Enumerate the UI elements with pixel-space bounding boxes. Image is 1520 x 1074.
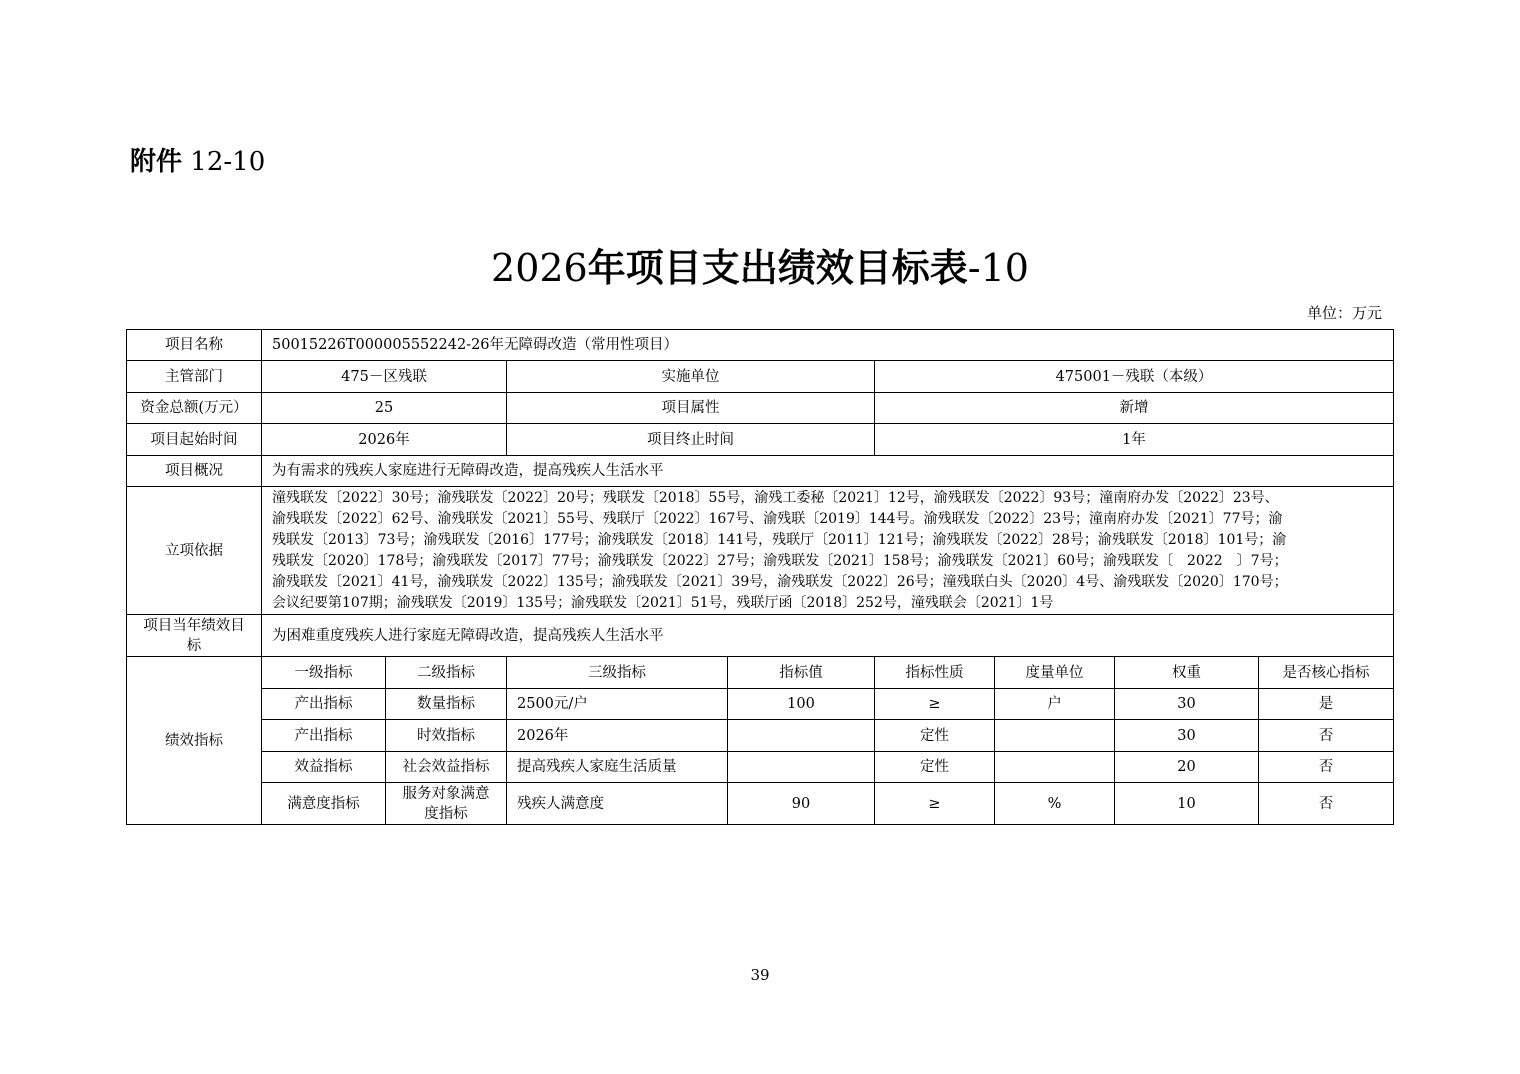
header-level1: 一级指标 [262, 657, 386, 689]
level1-cell: 产出指标 [262, 720, 386, 752]
basis-line: 会议纪要第107期；渝残联发〔2019〕135号；渝残联发〔2021〕51号，残联厅函〔2018〕252号，潼残联会〔2021〕1号 [272, 594, 1054, 611]
overview-value: 为有需求的残疾人家庭进行无障碍改造，提高残疾人生活水平 [262, 456, 1394, 487]
basis-line: 残联发〔2020〕178号；渝残联发〔2017〕77号；渝残联发〔2022〕27号；渝残联发〔2021〕158号；渝残联发〔2021〕60号；渝残联发〔 2022 〕7号； [272, 552, 1288, 569]
core-cell: 否 [1259, 720, 1394, 752]
nature-cell: ≥ [875, 783, 995, 825]
core-cell: 是 [1259, 689, 1394, 720]
fund-label: 资金总额(万元） [127, 393, 262, 424]
perf-header-row [127, 657, 1394, 689]
attr-value: 新增 [875, 393, 1394, 424]
level2-cell: 社会效益指标 [386, 752, 507, 783]
core-cell: 否 [1259, 783, 1394, 825]
fund-value: 25 [262, 393, 507, 424]
value-cell [728, 752, 875, 783]
level3-cell: 提高残疾人家庭生活质量 [507, 752, 728, 783]
goal-value: 为困难重度残疾人进行家庭无障碍改造，提高残疾人生活水平 [262, 615, 1394, 657]
table-row [127, 752, 1394, 783]
basis-line: 渝残联发〔2022〕62号、渝残联发〔2021〕55号、残联厅〔2022〕167号、渝残联〔2019〕144号。渝残联发〔2022〕23号；潼南府办发〔2021〕77号；渝 [272, 510, 1283, 527]
nature-cell: ≥ [875, 689, 995, 720]
level2-cell: 服务对象满意度指标 [386, 783, 507, 825]
header-value: 指标值 [728, 657, 875, 689]
level1-cell: 满意度指标 [262, 783, 386, 825]
value-cell [728, 720, 875, 752]
level1-cell: 产出指标 [262, 689, 386, 720]
header-nature: 指标性质 [875, 657, 995, 689]
header-core: 是否核心指标 [1259, 657, 1394, 689]
value-cell: 90 [728, 783, 875, 825]
basis-line: 残联发〔2013〕73号；渝残联发〔2016〕177号；渝残联发〔2018〕141号，残联厅〔2011〕121号；渝残联发〔2022〕28号；渝残联发〔2018〕101号；渝 [272, 531, 1287, 548]
end-value: 1年 [875, 424, 1394, 456]
perf-label: 绩效指标 [127, 657, 262, 825]
table-row [127, 689, 1394, 720]
start-value: 2026年 [262, 424, 507, 456]
level3-cell: 2500元/户 [507, 689, 728, 720]
attr-label: 项目属性 [507, 393, 875, 424]
nature-cell: 定性 [875, 752, 995, 783]
row-fund [127, 393, 1394, 424]
end-label: 项目终止时间 [507, 424, 875, 456]
basis-line: 渝残联发〔2021〕41号，渝残联发〔2022〕135号；渝残联发〔2021〕39号，渝残联发〔2022〕26号；潼残联白头〔2020〕4号、渝残联发〔2020〕170号； [272, 573, 1288, 590]
project-name-label: 项目名称 [127, 330, 262, 361]
row-dept [127, 361, 1394, 393]
header-level2: 二级指标 [386, 657, 507, 689]
weight-cell: 30 [1115, 689, 1259, 720]
level1-cell: 效益指标 [262, 752, 386, 783]
row-goal [127, 615, 1394, 657]
attachment-label: 附件 12-10 [130, 147, 266, 177]
table-row [127, 720, 1394, 752]
performance-table [126, 329, 1394, 825]
unit-cell: 户 [995, 689, 1115, 720]
row-basis [127, 487, 1394, 615]
start-label: 项目起始时间 [127, 424, 262, 456]
basis-line: 潼残联发〔2022〕30号；渝残联发〔2022〕20号；残联发〔2018〕55号，渝残工委秘〔2021〕12号，渝残联发〔2022〕93号；潼南府办发〔2022〕23号、 [272, 489, 1279, 506]
unit-note: 单位：万元 [1306, 304, 1382, 322]
nature-cell: 定性 [875, 720, 995, 752]
basis-value [262, 487, 1394, 615]
header-level3: 三级指标 [507, 657, 728, 689]
unit-cell [995, 720, 1115, 752]
row-overview [127, 456, 1394, 487]
value-cell: 100 [728, 689, 875, 720]
weight-cell: 30 [1115, 720, 1259, 752]
core-cell: 否 [1259, 752, 1394, 783]
dept-value: 475－区残联 [262, 361, 507, 393]
impl-label: 实施单位 [507, 361, 875, 393]
weight-cell: 20 [1115, 752, 1259, 783]
level2-cell: 时效指标 [386, 720, 507, 752]
header-unit: 度量单位 [995, 657, 1115, 689]
goal-label: 项目当年绩效目标 [127, 615, 262, 657]
weight-cell: 10 [1115, 783, 1259, 825]
project-name-value: 50015226T000005552242-26年无障碍改造（常用性项目） [262, 330, 1394, 361]
page-number: 39 [750, 966, 770, 984]
unit-cell [995, 752, 1115, 783]
table-row [127, 783, 1394, 825]
unit-cell: % [995, 783, 1115, 825]
level3-cell: 残疾人满意度 [507, 783, 728, 825]
overview-label: 项目概况 [127, 456, 262, 487]
row-project-name [127, 330, 1394, 361]
dept-label: 主管部门 [127, 361, 262, 393]
level2-cell: 数量指标 [386, 689, 507, 720]
row-time [127, 424, 1394, 456]
impl-value: 475001－残联（本级） [875, 361, 1394, 393]
page-title: 2026年项目支出绩效目标表-10 [491, 246, 1029, 290]
basis-label: 立项依据 [127, 487, 262, 615]
header-weight: 权重 [1115, 657, 1259, 689]
level3-cell: 2026年 [507, 720, 728, 752]
